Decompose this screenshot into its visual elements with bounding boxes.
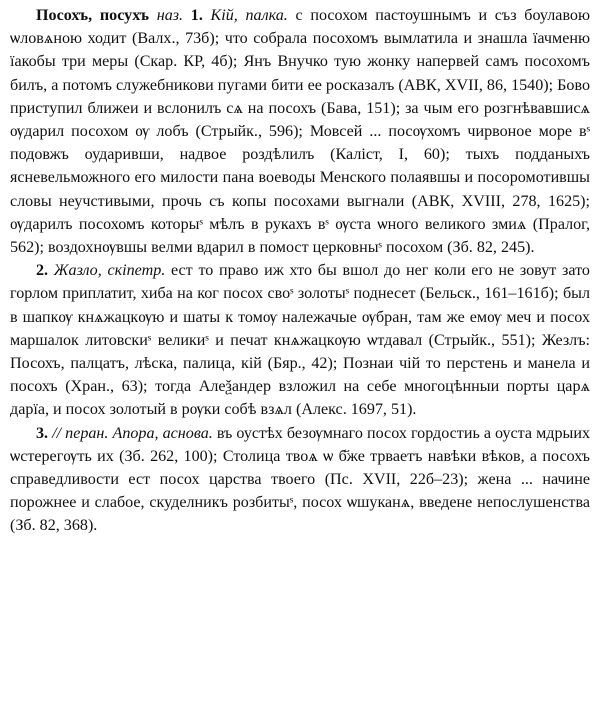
sense-2-paragraph (10, 259, 590, 421)
sense-3-citations: въ оустѣх безѹмнаго посох гордостиь а оуста мдрыих ѡстерегѹть их (Зб. 262, 100); Столица твоѧ ѡ б҃же трваетъ навѣки вѣков, а посохъ справедливости ест посох царства твоего (Пс. XVII, 22б–23); жена ... начине порожнее и слабое, скуделникъ розбитыˢ, посох ѡшуканѧ, введене непослушенства (Зб. 82, 368). (10, 424, 590, 535)
headword: Посохъ, посухъ (36, 7, 150, 24)
sense-3-gloss: // перан. Апора, аснова. (52, 424, 213, 442)
sense-1-number: 1. (190, 7, 203, 24)
sense-1-paragraph (10, 4, 590, 259)
sense-2-gloss: Жазло, скіпетр. (53, 262, 166, 280)
dictionary-entry (10, 4, 590, 538)
sense-3-number: 3. (36, 424, 49, 442)
sense-1-gloss: Кій, палка. (210, 7, 288, 24)
sense-1-citations: с посохом пастоушнымъ и съз боулавою ѡловѧною ходит (Валх., 73б); что собрала посохомъ вымлатила и знашла їачменю їакобы три меры (Скар. КР, 4б); Янъ Внучко тую жонку напервей самъ посохомъ билъ, а потомъ служебникови пугами бити ее росказалъ (АВК, XVII, 86, 1540); Бово приступил ближеи и вслонилъ сѧ на посохъ (Бава, 151); за чым его розгнѣвавшисѧ ѹдарил посохом ѹ лобъ (Стрыйк., 596); Мовсей ... посѹхомъ чирвоное море вˢ подовжъ оударивши, надвое роздѣлилъ (Каліст, I, 60); тыхъ подданыхъ ясневельможного его милости пана воеводы Менского полаявшы и посоромотившы словы неучстивыми, прочь съ копы посохами выгнали (АВК, XVIII, 278, 1625); ѹдарилъ посохомъ которыˢ мѣлъ в рукахъ вˢ ѹста ѡного великого змиѧ (Пралог, 562); воздохнѹвшы велми вдарил в помост церковныˢ посохом (Зб. 82, 245). (10, 7, 590, 257)
sense-2-citations: ест то право иж хто бы вшол до нег коли его не зовут зато горлом приплатит, хиба на ког посох своˢ золотыˢ поднесет (Бельск., 161–161б); был в шапкѹ кнѧжацкѹю и шаты к томѹ належачые ѹбран, там же емѹ меч и посох маршалок литовскиˢ великиˢ и печат кнѧжацкѹю ѡтдавал (Стрыйк., 551); Жезлъ: Посохъ, палцатъ, лѣска, палица, кій (Бяр., 42); Познаи чій то перстень и манела и посохъ (Хран., 63); тогда Алеѯандер взложил на себе многоцѣнныи порты царѧ дарїа, и посох золотый в рѹки собѣ взѧл (Алекс. 1697, 51). (10, 262, 590, 419)
sense-2-number: 2. (36, 262, 49, 280)
part-of-speech: наз. (156, 7, 184, 24)
sense-3-paragraph (10, 422, 590, 538)
